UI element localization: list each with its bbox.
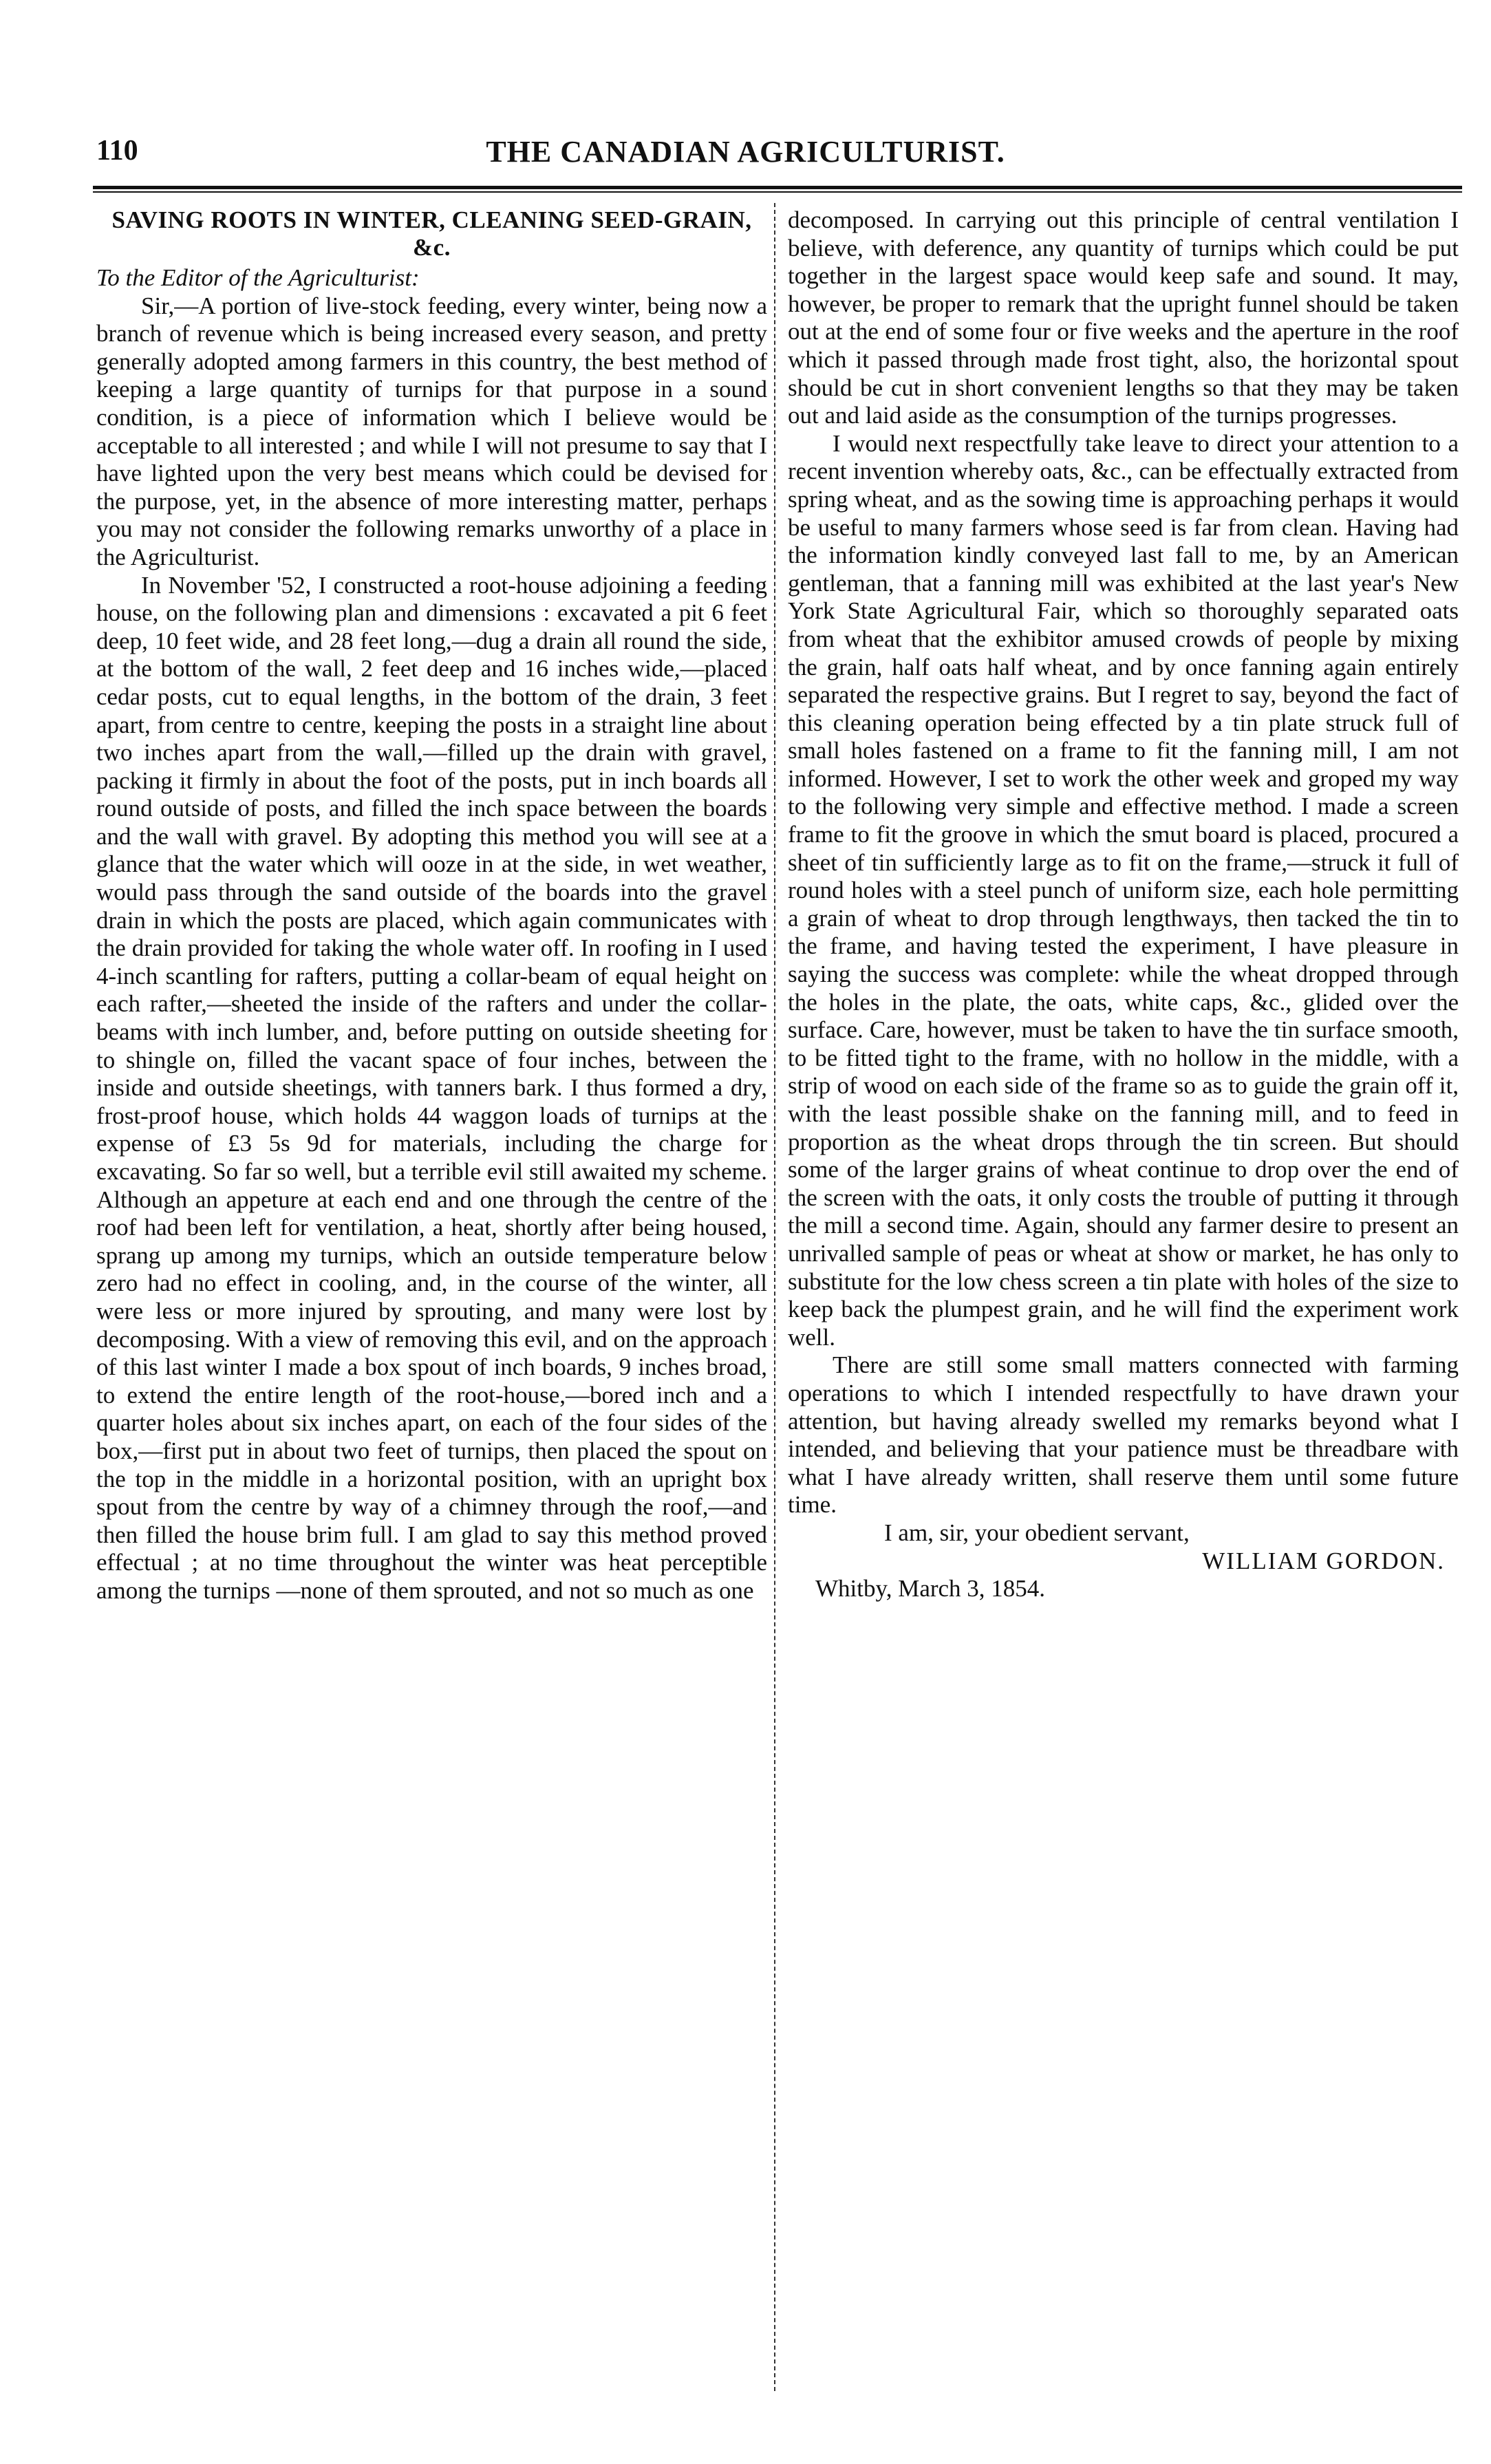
dateline: Whitby, March 3, 1854. (815, 1575, 1046, 1603)
column-divider (774, 203, 775, 2391)
paragraph: Sir,—A portion of live-stock feeding, every winter, being now a branch of revenue which is being increased every season, and pretty generally adopted among farmers in this country, the best method of keeping a large quantity of turnips for that purpose in a sound condition, is a piece of information which I believe would be acceptable to all interested ; and while I will not presume to say that I have lighted upon the very best means which could be devised for the purpose, yet, in the absence of more interesting matter, perhaps you may not consider the following remarks unworthy of a place in the Agriculturist. (96, 292, 767, 570)
page-number: 110 (96, 135, 138, 167)
running-head: THE CANADIAN AGRICULTURIST. (486, 135, 1005, 169)
signature: WILLIAM GORDON. (1202, 1547, 1445, 1574)
paragraph: I would next respectfully take leave to direct your attention to a recent invention whereby oats, &c., can be effectually extracted from spring wheat, and as the sowing time is approaching perhaps it would be useful to many farmers whose seed is far from clean. Having had the information kindly conveyed last fall to me, by an American gentleman, that a fanning mill was exhibited at the last year's New York State Agricultural Fair, which so thoroughly separated oats from wheat that the exhibitor amused crowds of people by mixing the grain, half oats half wheat, and by once fanning again entirely separated the respective grains. But I regret to say, beyond the fact of this cleaning operation being effected by a tin plate struck full of small holes fastened on a frame to fit the fanning mill, I am not informed. However, I set to work the other week and groped my way to the following very simple and effective method. I made a screen frame to fit the groove in which the smut board is placed, procured a sheet of tin sufficiently large as to fit on the frame,—struck it full of round holes with a steel punch of uniform size, each hole permitting a grain of wheat to drop through lengthways, then tacked the tin to the frame, and having tested the experiment, I have pleasure in saying the success was complete: while the wheat dropped through the holes in the plate, the oats, white caps, &c., glided over the surface. Care, however, must be taken to have the tin surface smooth, to be fitted tight to the frame, with no hollow in the middle, with a strip of wood on each side of the frame so as to guide the grain off it, with the least possible shake on the fanning mill, and to feed in proportion as the wheat drops through the tin screen. But should some of the larger grains of wheat continue to drop over the end of the screen with the oats, it only costs the trouble of putting it through the mill a second time. Again, should any farmer desire to present an unrivalled sample of peas or wheat at show or market, he has only to substitute for the low chess screen a tin plate with holes of the size to keep back the plumpest grain, and he will find the experiment work well. (788, 429, 1459, 1351)
paragraph: decomposed. In carrying out this principle of central ventilation I believe, with deference, any quantity of turnips which could be put together in the largest space would keep safe and sound. It may, however, be proper to remark that the upright funnel should be taken out at the end of some four or five weeks and the aperture in the roof which it passed through made frost tight, also, the horizontal spout should be cut in short convenient lengths so that they may be taken out and laid aside as the consumption of the turnips progresses. (788, 206, 1459, 429)
left-column (96, 206, 767, 1605)
salutation: To the Editor of the Agriculturist: (96, 264, 420, 291)
closing: I am, sir, your obedient servant, (884, 1519, 1190, 1546)
paragraph: In November '52, I constructed a root-house adjoining a feeding house, on the following plan and dimensions : excavated a pit 6 feet deep, 10 feet wide, and 28 feet long,—dug a drain all round the side, at the bottom of the wall, 2 feet deep and 16 inches wide,—placed cedar posts, cut to equal lengths, in the bottom of the drain, 3 feet apart, from centre to centre, keeping the posts in a straight line about two inches apart from the wall,—filled up the drain with gravel, packing it firmly in about the foot of the posts, put in inch boards all round outside of posts, and filled the inch space between the boards and the wall with gravel. By adopting this method you will see at a glance that the water which will ooze in at the side, in wet weather, would pass through the sand outside of the boards into the gravel drain in which the posts are placed, which again communicates with the drain provided for taking the whole water off. In roofing in I used 4-inch scantling for rafters, putting a collar-beam of equal height on each rafter,—sheeted the inside of the rafters and under the collar-beams with inch lumber, and, before putting on outside sheeting for to shingle on, filled the vacant space of four inches, between the inside and outside sheetings, with tanners bark. I thus formed a dry, frost-proof house, which holds 44 waggon loads of turnips at the expense of £3 5s 9d for materials, including the charge for excavating. So far so well, but a terrible evil still awaited my scheme. Although an appeture at each end and one through the centre of the roof had been left for ventilation, a heat, shortly after being housed, sprang up among my turnips, which an outside temperature below zero had no effect in cooling, and, in the course of the winter, all were less or more injured by sprouting, and many were lost by decomposing. With a view of removing this evil, and on the approach of this last winter I made a box spout of inch boards, 9 inches broad, to extend the entire length of the root-house,—bored inch and a quarter holes about six inches apart, on each of the four sides of the box,—first put in about two feet of turnips, then placed the spout on the top in the middle in a horizontal position, with an upright box spout from the centre by way of a chimney through the roof,—and then filled the house brim full. I am glad to say this method proved effectual ; at no time throughout the winter was heat perceptible among the turnips —none of them sprouted, and not so much as one (96, 571, 767, 1604)
header-rule (93, 186, 1462, 193)
right-column (788, 206, 1459, 1603)
paragraph: There are still some small matters connected with farming operations to which I intended respectfully to have drawn your attention, but having already swelled my remarks beyond what I intended, and believing that your patience must be threadbare with what I have already written, shall reserve them until some future time. (788, 1351, 1459, 1519)
article-title: SAVING ROOTS IN WINTER, CLEANING SEED-GRAIN, &c. (111, 206, 752, 261)
